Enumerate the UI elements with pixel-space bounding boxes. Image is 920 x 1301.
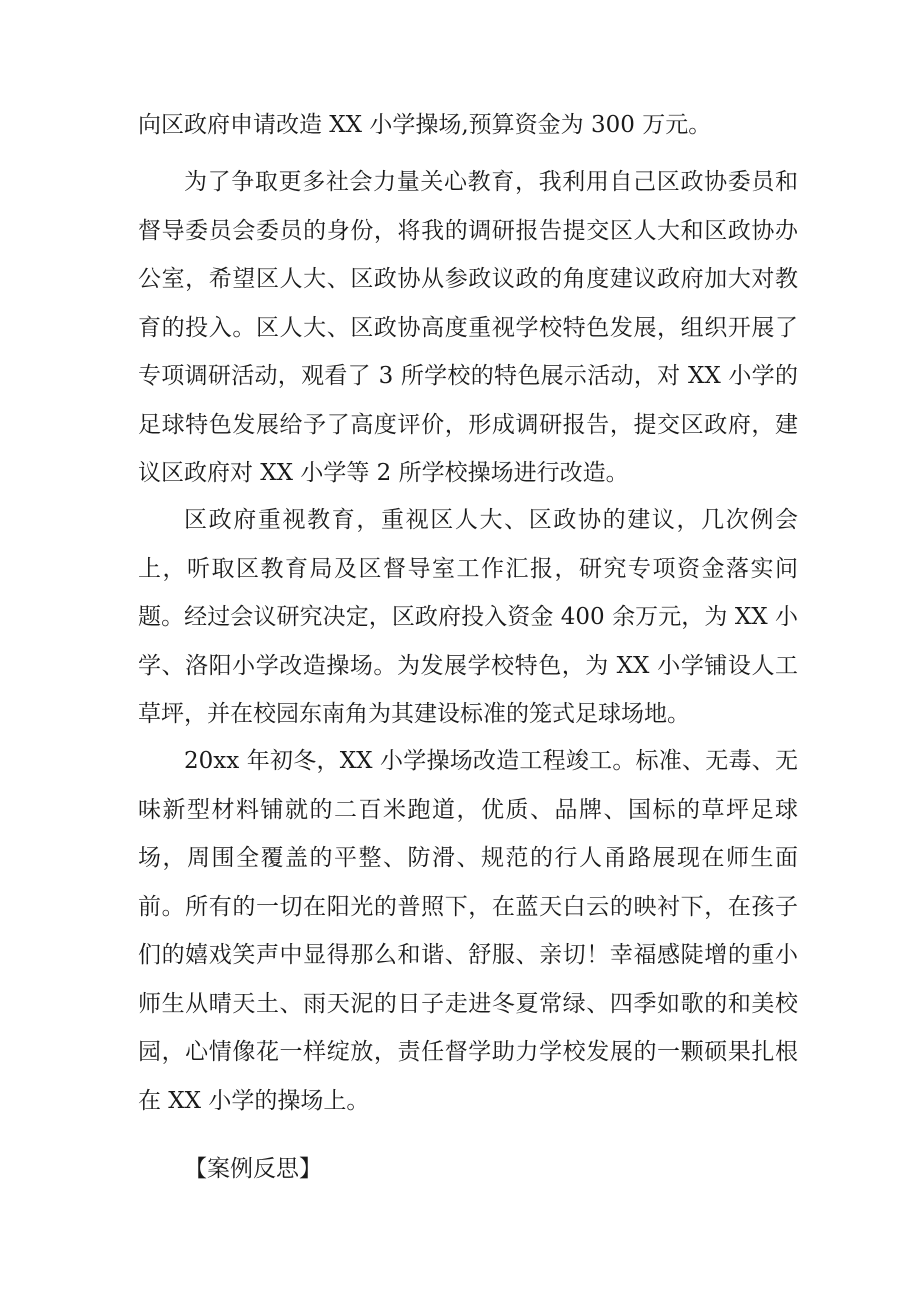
paragraph-text: 区政府重视教育，重视区人大、区政协的建议，几次例会上，听取区教育局及区督导室工作汇报，研究专项资金落实问题。经过会议研究决定，区政府投入资金 400 余万元，为 XX 小学、洛阳小学改造操场。为发展学校特色，为 XX 小学铺设人工草坪，并在校园东南角为其建设标准的笼式足球场地。: [138, 507, 798, 727]
document-continuation-line: [138, 101, 798, 150]
document-paragraph-1: [138, 158, 798, 498]
section-heading: 【案例反思】: [184, 1156, 322, 1182]
document-paragraph-2: [138, 496, 798, 739]
paragraph-continuation: 向区政府申请改造 XX 小学操场,预算资金为 300 万元。: [138, 112, 712, 138]
document-paragraph-3: [138, 737, 798, 1125]
paragraph-text: 为了争取更多社会力量关心教育，我利用自己区政协委员和督导委员会委员的身份，将我的调研报告提交区人大和区政协办公室，希望区人大、区政协从参政议政的角度建议政府加大对教育的投入。区人大、区政协高度重视学校特色发展，组织开展了专项调研活动，观看了 3 所学校的特色展示活动，对 XX 小学的足球特色发展给予了高度评价，形成调研报告，提交区政府，建议区政府对 XX 小学等 2 所学校操场进行改造。: [138, 169, 798, 486]
section-heading-block: [138, 1145, 798, 1194]
paragraph-text: 20xx 年初冬，XX 小学操场改造工程竣工。标准、无毒、无味新型材料铺就的二百米跑道，优质、品牌、国标的草坪足球场，周围全覆盖的平整、防滑、规范的行人甬路展现在师生面前。所有的一切在阳光的普照下，在蓝天白云的映衬下，在孩子们的嬉戏笑声中显得那么和谐、舒服、亲切！幸福感陡增的重小师生从晴天土、雨天泥的日子走进冬夏常绿、四季如歌的和美校园，心情像花一样绽放，责任督学助力学校发展的一颗硕果扎根在 XX 小学的操场上。: [138, 748, 798, 1114]
